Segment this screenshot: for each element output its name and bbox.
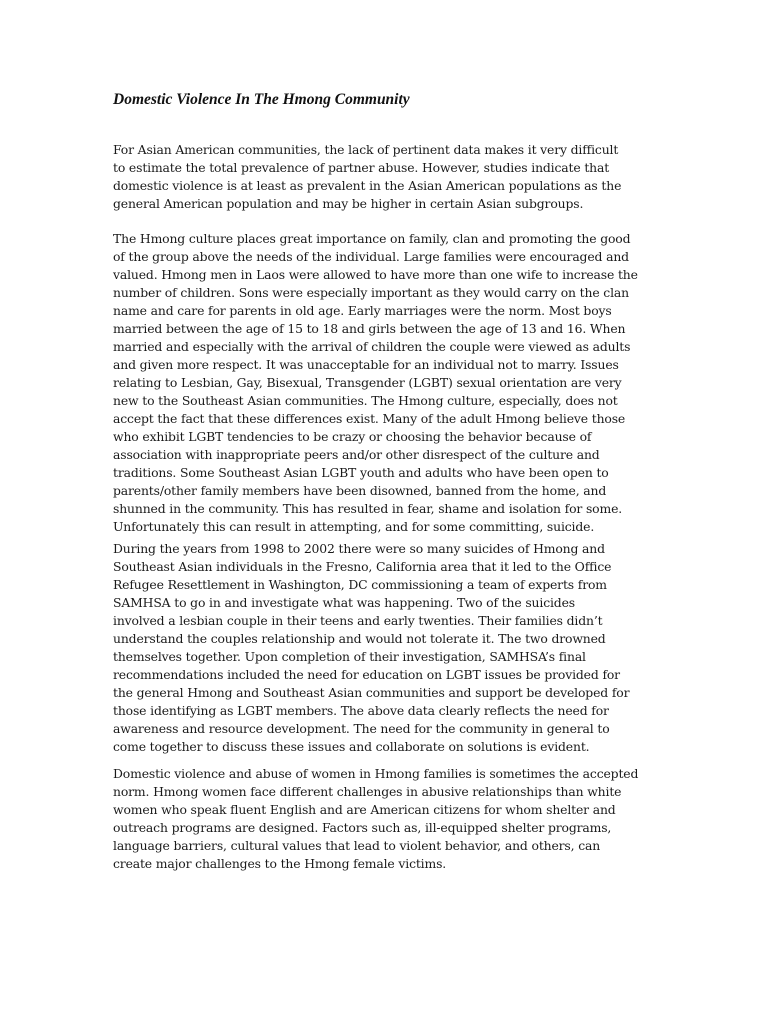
paragraph-line: who exhibit LGBT tendencies to be crazy or choosing the behavior because of [113, 429, 592, 444]
paragraph-line: parents/other family members have been disowned, banned from the home, and [113, 483, 607, 498]
paragraph-1 [113, 141, 673, 213]
paragraph-line: Domestic violence and abuse of women in Hmong families is sometimes the accepted [113, 766, 639, 781]
paragraph-2 [113, 230, 673, 536]
paragraph-line: traditions. Some Southeast Asian LGBT youth and adults who have been open to [113, 465, 609, 480]
paragraph-line: to estimate the total prevalence of partner abuse. However, studies indicate that [113, 160, 610, 175]
paragraph-line: Unfortunately this can result in attempting, and for some committing, suicide. [113, 519, 595, 534]
paragraph-line: name and care for parents in old age. Early marriages were the norm. Most boys [113, 303, 612, 318]
paragraph-line: During the years from 1998 to 2002 there were so many suicides of Hmong and [113, 541, 605, 556]
paragraph-line: The Hmong culture places great importance on family, clan and promoting the good [113, 231, 631, 246]
paragraph-line: norm. Hmong women face different challenges in abusive relationships than white [113, 784, 622, 799]
paragraph-line: general American population and may be higher in certain Asian subgroups. [113, 196, 584, 211]
paragraph-line: understand the couples relationship and would not tolerate it. The two drowned [113, 631, 606, 646]
paragraph-line: awareness and resource development. The need for the community in general to [113, 721, 610, 736]
paragraph-line: married between the age of 15 to 18 and girls between the age of 13 and 16. When [113, 321, 626, 336]
paragraph-3 [113, 540, 673, 756]
paragraph-line: Southeast Asian individuals in the Fresno, California area that it led to the Office [113, 559, 612, 574]
paragraph-line: domestic violence is at least as prevalent in the Asian American populations as the [113, 178, 622, 193]
paragraph-line: SAMHSA to go in and investigate what was happening. Two of the suicides [113, 595, 575, 610]
paragraph-line: married and especially with the arrival of children the couple were viewed as adults [113, 339, 631, 354]
paragraph-4 [113, 765, 673, 873]
paragraph-line: For Asian American communities, the lack of pertinent data makes it very difficult [113, 142, 619, 157]
paragraph-line: Refugee Resettlement in Washington, DC commissioning a team of experts from [113, 577, 607, 592]
paragraph-line: those identifying as LGBT members. The above data clearly reflects the need for [113, 703, 609, 718]
paragraph-line: shunned in the community. This has resulted in fear, shame and isolation for some. [113, 501, 623, 516]
paragraph-line: themselves together. Upon completion of their investigation, SAMHSA’s final [113, 649, 586, 664]
paragraph-line: recommendations included the need for education on LGBT issues be provided for [113, 667, 620, 682]
paragraph-line: of the group above the needs of the individual. Large families were encouraged and [113, 249, 629, 264]
paragraph-line: valued. Hmong men in Laos were allowed to have more than one wife to increase the [113, 267, 638, 282]
paragraph-line: relating to Lesbian, Gay, Bisexual, Transgender (LGBT) sexual orientation are very [113, 375, 622, 390]
paragraph-line: involved a lesbian couple in their teens and early twenties. Their families didn’t [113, 613, 603, 628]
paragraph-line: association with inappropriate peers and/or other disrespect of the culture and [113, 447, 600, 462]
paragraph-line: outreach programs are designed. Factors such as, ill-equipped shelter programs, [113, 820, 612, 835]
paragraph-line: and given more respect. It was unacceptable for an individual not to marry. Issues [113, 357, 619, 372]
paragraph-line: women who speak fluent English and are American citizens for whom shelter and [113, 802, 616, 817]
paragraph-line: come together to discuss these issues and collaborate on solutions is evident. [113, 739, 590, 754]
paragraph-line: new to the Southeast Asian communities. The Hmong culture, especially, does not [113, 393, 618, 408]
paragraph-line: the general Hmong and Southeast Asian communities and support be developed for [113, 685, 630, 700]
paragraph-line: create major challenges to the Hmong female victims. [113, 856, 447, 871]
paragraph-line: number of children. Sons were especially important as they would carry on the clan [113, 285, 629, 300]
document-title: Domestic Violence In The Hmong Community [113, 91, 410, 108]
paragraph-line: accept the fact that these differences exist. Many of the adult Hmong believe those [113, 411, 626, 426]
paragraph-line: language barriers, cultural values that lead to violent behavior, and others, can [113, 838, 601, 853]
